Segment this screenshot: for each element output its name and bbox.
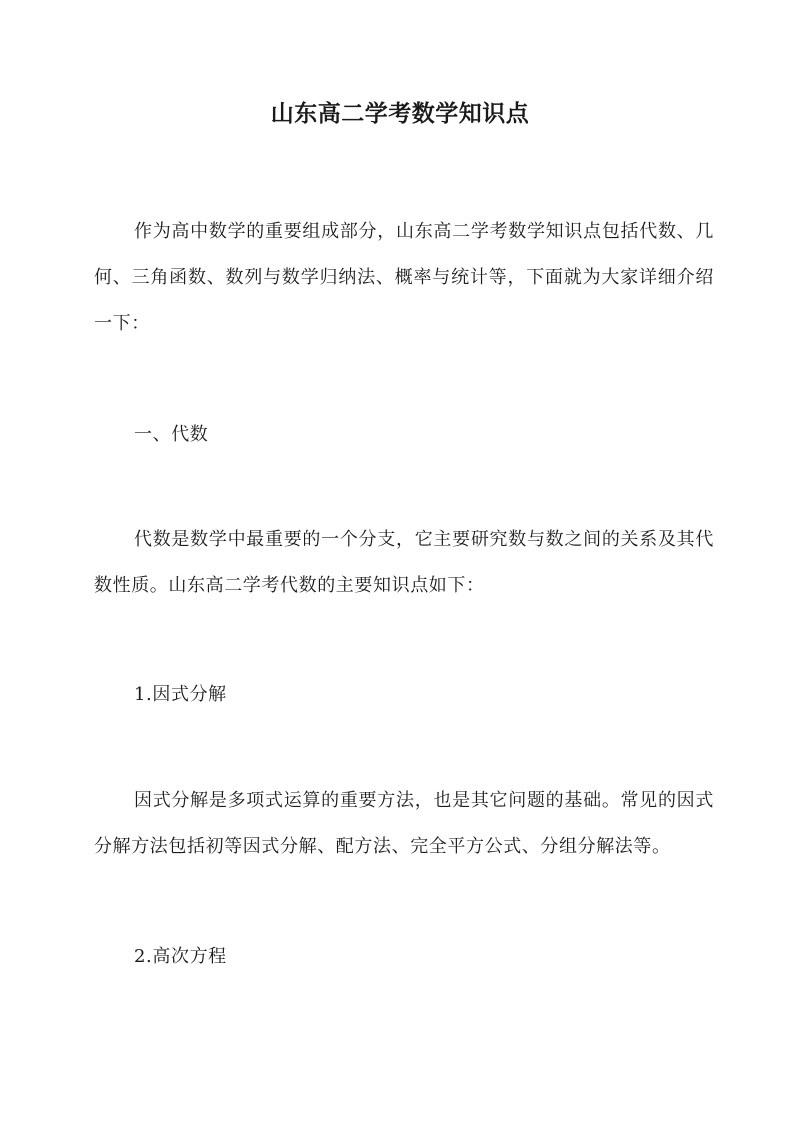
algebra-paragraph: 代数是数学中最重要的一个分支，它主要研究数与数之间的关系及其代数性质。山东高二学考代数的主要知识点如下： <box>94 529 714 596</box>
section-heading-algebra: 一、代数 <box>134 424 209 445</box>
document-title: 山东高二学考数学知识点 <box>270 100 530 127</box>
subsection-heading-factorization: 1.因式分解 <box>134 684 227 705</box>
intro-paragraph: 作为高中数学的重要组成部分，山东高二学考数学知识点包括代数、几何、三角函数、数列与数学归纳法、概率与统计等，下面就为大家详细介绍一下： <box>94 221 714 334</box>
factorization-paragraph: 因式分解是多项式运算的重要方法，也是其它问题的基础。常见的因式分解方法包括初等因式分解、配方法、完全平方公式、分组分解法等。 <box>94 790 714 857</box>
subsection-heading-higher-degree-equations: 2.高次方程 <box>134 946 227 967</box>
